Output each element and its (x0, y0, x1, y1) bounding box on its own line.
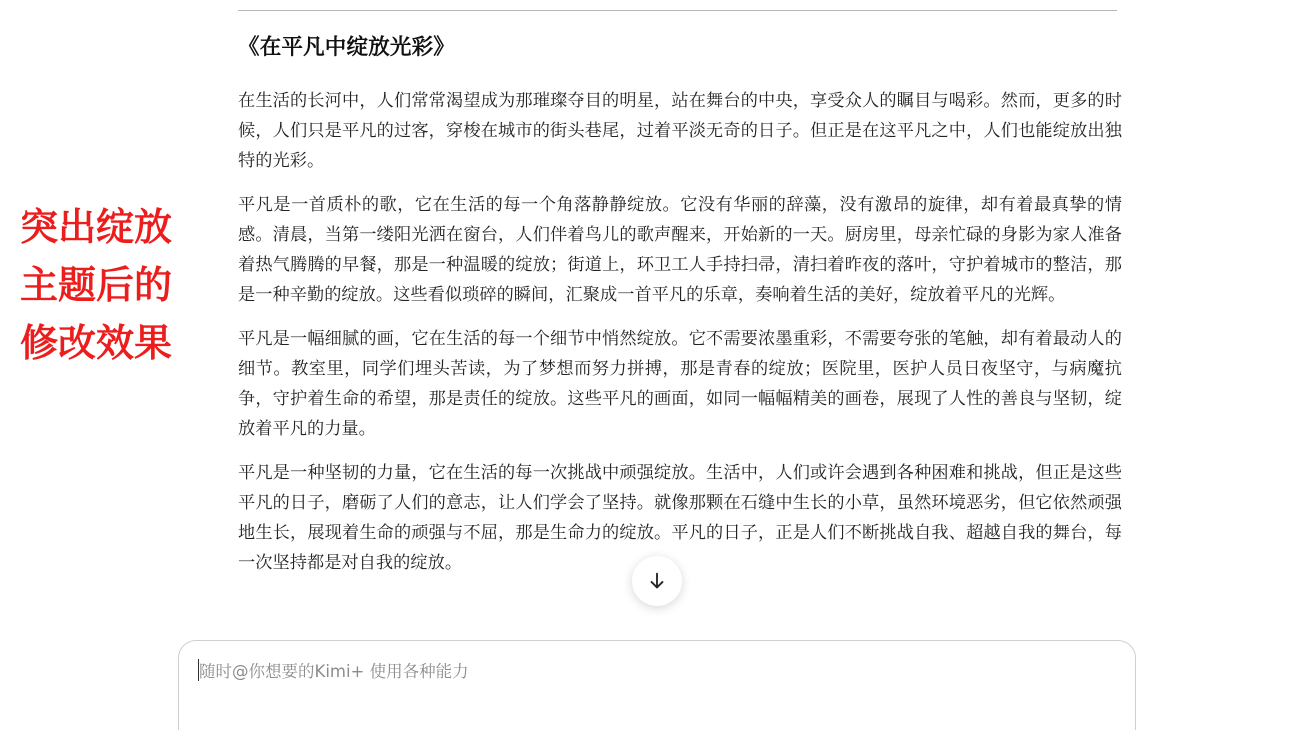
annotation-label: 突出绽放 主题后的 修改效果 (20, 205, 173, 365)
article-paragraph: 平凡是一幅细腻的画，它在生活的每一个细节中悄然绽放。它不需要浓墨重彩，不需要夸张的笔触，却有着最动人的细节。教室里，同学们埋头苦读，为了梦想而努力拼搏，那是青春的绽放；医院里，医护人员日夜坚守，与病魔抗争，守护着生命的希望，那是责任的绽放。这些平凡的画面，如同一幅幅精美的画卷，展现了人性的善良与坚韧，绽放着平凡的力量。 (238, 329, 1122, 439)
chat-input-panel (178, 640, 1136, 730)
text-caret (198, 659, 199, 681)
article (238, 28, 1122, 592)
content-fade (178, 612, 1136, 642)
divider (238, 10, 1117, 11)
article-paragraph: 平凡是一种坚韧的力量，它在生活的每一次挑战中顽强绽放。生活中，人们或许会遇到各种困难和挑战，但正是这些平凡的日子，磨砺了人们的意志，让人们学会了坚持。就像那颗在石缝中生长的小草，虽然环境恶劣，但它依然顽强地生长，展现着生命的顽强与不屈，那是生命力的绽放。平凡的日子，正是人们不断挑战自我、超越自我的舞台，每一次坚持都是对自我的绽放。 (238, 463, 1122, 573)
scroll-to-bottom-button[interactable] (632, 556, 682, 606)
arrow-down-icon (646, 570, 668, 592)
chat-input[interactable] (199, 657, 1099, 685)
article-title: 《在平凡中绽放光彩》 (238, 35, 456, 60)
article-paragraph: 平凡是一首质朴的歌，它在生活的每一个角落静静绽放。它没有华丽的辞藻，没有激昂的旋律，却有着最真挚的情感。清晨，当第一缕阳光洒在窗台，人们伴着鸟儿的歌声醒来，开始新的一天。厨房里，母亲忙碌的身影为家人准备着热气腾腾的早餐，那是一种温暖的绽放；街道上，环卫工人手持扫帚，清扫着昨夜的落叶，守护着城市的整洁，那是一种辛勤的绽放。这些看似琐碎的瞬间，汇聚成一首平凡的乐章，奏响着生活的美好，绽放着平凡的光辉。 (238, 195, 1122, 305)
article-paragraph: 在生活的长河中，人们常常渴望成为那璀璨夺目的明星，站在舞台的中央，享受众人的瞩目与喝彩。然而，更多的时候，人们只是平凡的过客，穿梭在城市的街头巷尾，过着平淡无奇的日子。但正是在这平凡之中，人们也能绽放出独特的光彩。 (238, 91, 1122, 171)
